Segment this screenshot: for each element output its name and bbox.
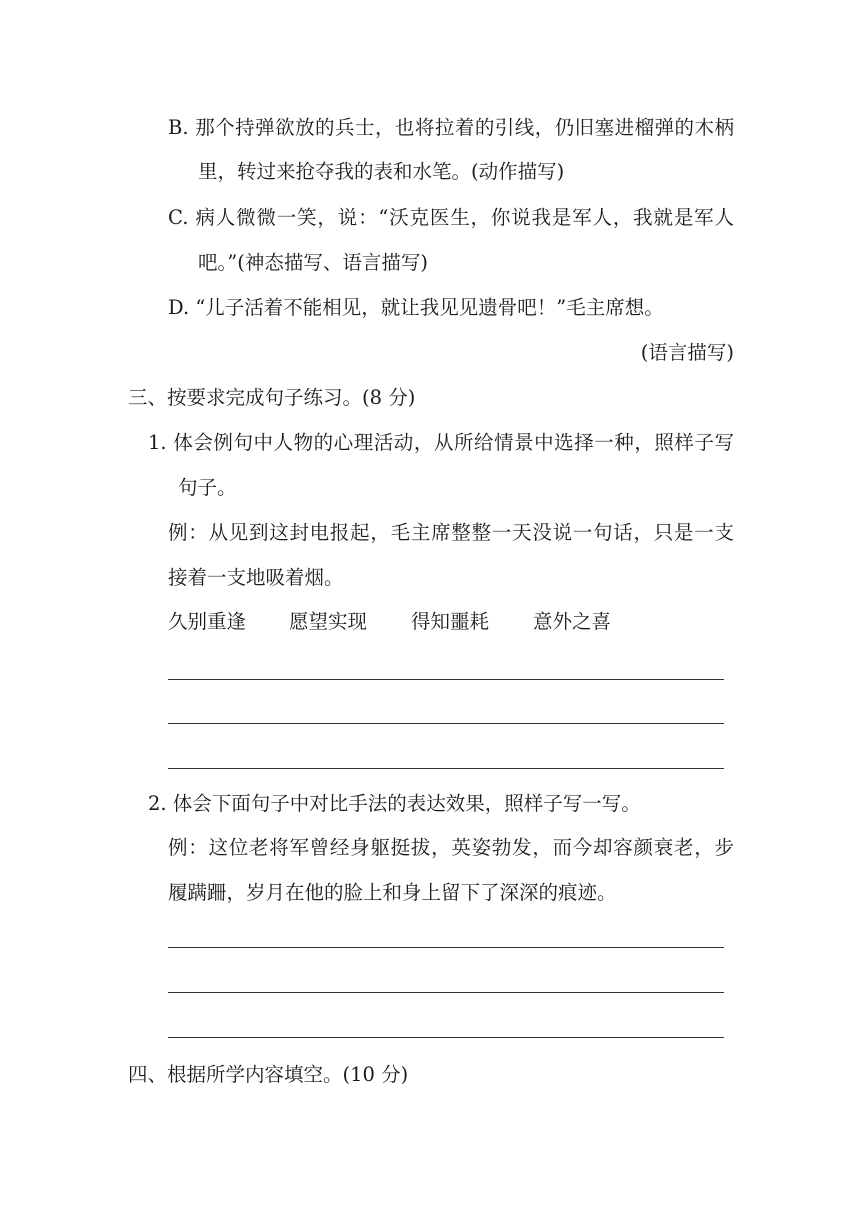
section-3-title: 三、按要求完成句子练习。(8 分)	[128, 386, 416, 409]
q2-prompt: 2. 体会下面句子中对比手法的表达效果，照样子写一写。	[148, 792, 641, 815]
q1-answer-line-2[interactable]	[168, 723, 724, 724]
section-4-title: 四、根据所学内容填空。(10 分)	[128, 1063, 409, 1086]
q1-choice-1: 久别重逢	[168, 610, 247, 633]
q1-answer-line-1[interactable]	[168, 679, 724, 680]
option-b-line1: B. 那个持弹欲放的兵士，也将拉着的引线，仍旧塞进榴弹的木柄	[168, 116, 734, 139]
q1-choice-2: 愿望实现	[289, 610, 368, 633]
option-b-line2: 里，转过来抢夺我的表和水笔。(动作描写)	[198, 160, 565, 183]
q1-example-line1: 例：从见到这封电报起，毛主席整整一天没说一句话，只是一支	[168, 521, 734, 544]
option-d-line1: D. “儿子活着不能相见，就让我见见遗骨吧！”毛主席想。	[168, 296, 664, 319]
q2-example-line1: 例：这位老将军曾经身躯挺拔，英姿勃发，而今却容颜衰老，步	[168, 836, 734, 859]
option-c-line2: 吧。”(神态描写、语言描写)	[198, 251, 428, 274]
q1-answer-line-3[interactable]	[168, 768, 724, 769]
q2-answer-line-2[interactable]	[168, 992, 724, 993]
q1-choice-3: 得知噩耗	[411, 610, 490, 633]
q2-example-line2: 履蹒跚，岁月在他的脸上和身上留下了深深的痕迹。	[168, 881, 617, 904]
q1-example-line2: 接着一支地吸着烟。	[168, 566, 344, 589]
option-c-line1: C. 病人微微一笑，说：“沃克医生，你说我是军人，我就是军人	[168, 206, 734, 229]
option-d-line2: (语言描写)	[640, 341, 734, 364]
q2-answer-line-3[interactable]	[168, 1037, 724, 1038]
q1-prompt-line2: 句子。	[178, 476, 237, 499]
q1-choice-4: 意外之喜	[533, 610, 612, 633]
q2-answer-line-1[interactable]	[168, 947, 724, 948]
q1-prompt-line1: 1. 体会例句中人物的心理活动，从所给情景中选择一种，照样子写	[148, 431, 734, 454]
